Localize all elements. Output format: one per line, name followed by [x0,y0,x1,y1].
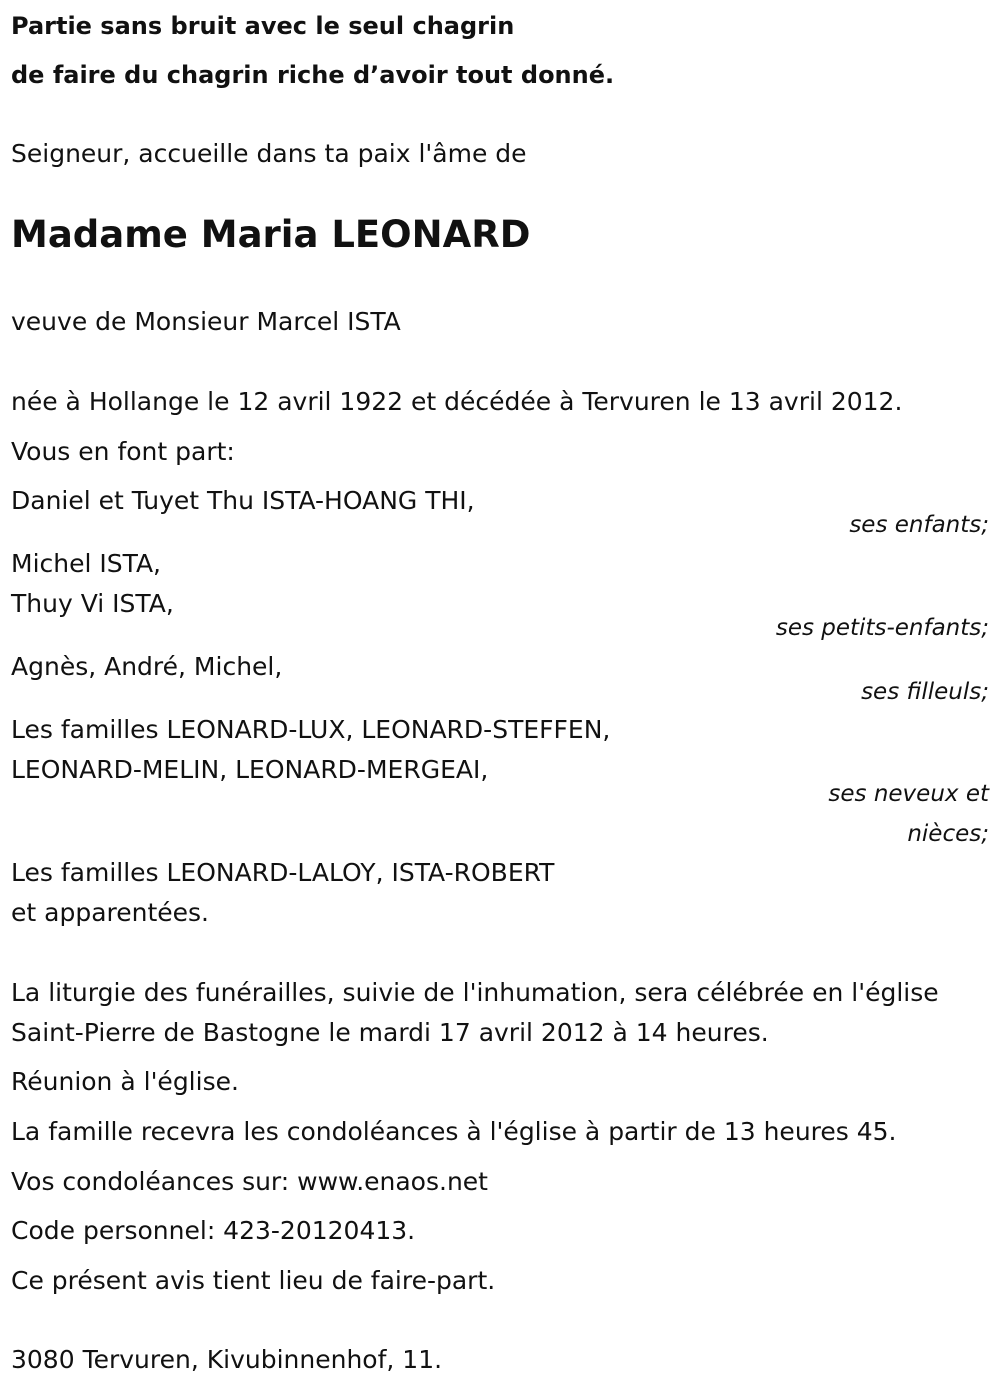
condolences-web: Vos condoléances sur: www.enaos.net [11,1167,488,1196]
ceremony-line-1: La liturgie des funérailles, suivie de l'inhumation, sera célébrée en l'église [11,978,939,1007]
nephews-line-1: Les familles LEONARD-LUX, LEONARD-STEFFEN, [11,715,611,744]
spouse-line: veuve de Monsieur Marcel ISTA [11,307,401,336]
grandchildren-relation: ses petits-enfants; [775,615,989,641]
godchildren-names: Agnès, André, Michel, [11,652,283,681]
epitaph-line-1: Partie sans bruit avec le seul chagrin [11,12,515,40]
relatives-line-2: et apparentées. [11,898,209,927]
grandchild-2: Thuy Vi ISTA, [11,589,174,618]
ceremony-line-2: Saint-Pierre de Bastogne le mardi 17 avril 2012 à 14 heures. [11,1018,769,1047]
announce-line: Vous en font part: [11,437,235,466]
condolences-time: La famille recevra les condoléances à l'église à partir de 13 heures 45. [11,1117,897,1146]
meeting-line: Réunion à l'église. [11,1067,239,1096]
children-relation: ses enfants; [849,512,989,538]
notice-line: Ce présent avis tient lieu de faire-part. [11,1266,496,1295]
nephews-relation-1: ses neveux et [828,781,989,807]
godchildren-relation: ses filleuls; [861,679,989,705]
deceased-name: Madame Maria LEONARD [11,213,531,256]
relatives-line-1: Les familles LEONARD-LALOY, ISTA-ROBERT [11,858,555,887]
nephews-relation-2: nièces; [907,821,989,847]
nephews-line-2: LEONARD-MELIN, LEONARD-MERGEAI, [11,755,489,784]
children-names: Daniel et Tuyet Thu ISTA-HOANG THI, [11,486,475,515]
address-line: 3080 Tervuren, Kivubinnenhof, 11. [11,1345,443,1374]
grandchild-1: Michel ISTA, [11,549,161,578]
epitaph-line-2: de faire du chagrin riche d’avoir tout donné. [11,61,615,89]
birth-death-line: née à Hollange le 12 avril 1922 et décédée à Tervuren le 13 avril 2012. [11,387,903,416]
personal-code: Code personnel: 423-20120413. [11,1216,416,1245]
invocation: Seigneur, accueille dans ta paix l'âme de [11,139,527,168]
